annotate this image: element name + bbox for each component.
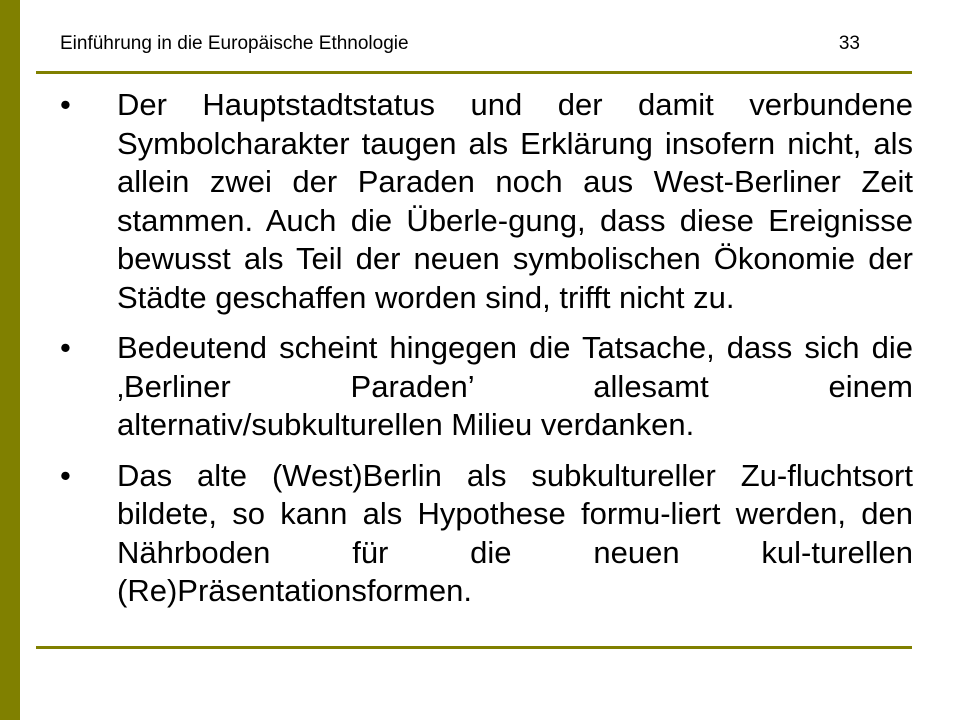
page-number: 33: [838, 33, 860, 54]
bullet-item: [60, 457, 913, 611]
bullet-dot-icon: •: [60, 457, 71, 493]
bullet-item: [60, 86, 913, 317]
bullet-dot-icon: •: [60, 330, 71, 365]
bullet-item: [60, 329, 913, 445]
bullet-text: Das alte (West)Berlin als subkultureller Zu-fluchtsort bildete, so kann als Hypothese formu-liert werden, den Nährboden für die neuen kul-turellen (Re)Präsentationsformen.: [117, 457, 913, 608]
footer-divider: [36, 646, 912, 649]
bullet-dot-icon: •: [60, 87, 71, 122]
left-accent-bar: [0, 0, 20, 720]
bullet-text: Bedeutend scheint hingegen die Tatsache, dass sich die ‚Berliner Paraden’ allesamt einem alternativ/subkulturellen Milieu verdanken.: [117, 330, 913, 442]
header-divider: [36, 71, 912, 74]
header-title: Einführung in die Europäische Ethnologie: [60, 33, 409, 54]
bullet-list: [60, 86, 913, 623]
bullet-text: Der Hauptstadtstatus und der damit verbundene Symbolcharakter taugen als Erklärung insofern nicht, als allein zwei der Paraden noch aus West-Berliner Zeit stammen. Auch die Überle-gung, dass diese Ereignisse bewusst als Teil der neuen symbolischen Ökonomie der Städte geschaffen worden sind, trifft nicht zu.: [117, 87, 913, 315]
